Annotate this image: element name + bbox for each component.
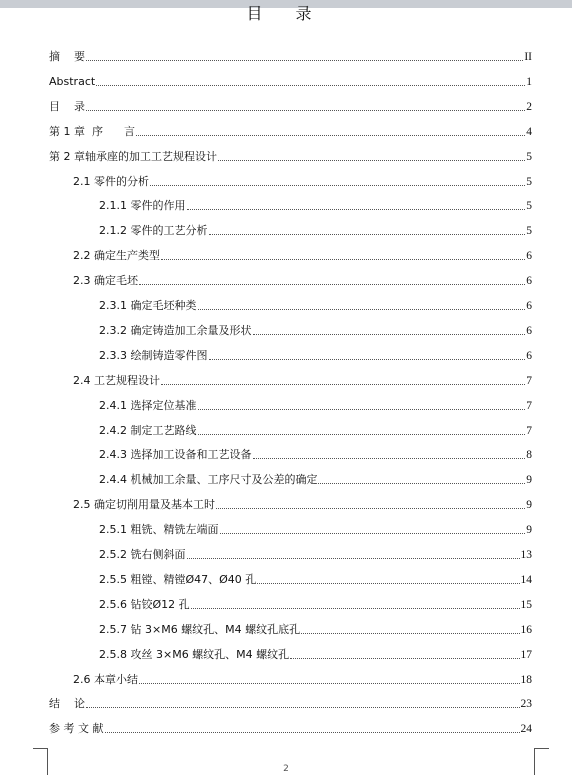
toc-dot-leader: [301, 633, 519, 634]
toc-entry-page: 14: [520, 573, 532, 586]
toc-entry-page: 5: [526, 175, 532, 188]
toc-dot-leader: [253, 334, 526, 335]
toc-dot-leader: [290, 658, 519, 659]
toc-entry-page: 7: [526, 399, 532, 412]
toc-entry-label: 参 考 文 献: [49, 722, 104, 736]
toc-entry-page: 5: [526, 225, 532, 238]
toc-dot-leader: [96, 85, 525, 86]
page-number: 2: [283, 764, 289, 774]
toc-entry[interactable]: [99, 393, 532, 413]
toc-entry-label: 2.4 工艺规程设计: [73, 373, 160, 387]
toc-dot-leader: [86, 110, 525, 111]
toc-dot-leader: [253, 458, 526, 459]
toc-entry-page: 9: [526, 474, 532, 487]
toc-entry[interactable]: [99, 567, 532, 587]
toc-entry-page: 13: [520, 549, 532, 561]
toc-entry[interactable]: [99, 442, 532, 462]
toc-dot-leader: [139, 683, 520, 684]
toc-dot-leader: [187, 209, 526, 210]
toc-entry-page: 8: [526, 449, 532, 462]
toc-entry-label: 2.1 零件的分析: [73, 174, 149, 188]
toc-dot-leader: [216, 508, 525, 509]
toc-entry[interactable]: [99, 642, 532, 662]
toc-entry-page: 23: [520, 698, 532, 711]
toc-entry-label: 2.5.5 粗镗、精镗Ø47、Ø40 孔: [99, 572, 257, 586]
toc-dot-leader: [191, 608, 520, 609]
toc-entry-label: 摘 要: [49, 50, 85, 63]
toc-entry-label: Abstract: [49, 74, 96, 88]
toc-entry[interactable]: [99, 343, 532, 363]
toc-entry-page: 16: [520, 623, 532, 636]
toc-entry-page: 6: [526, 300, 532, 312]
toc-entry-label: 2.3.2 确定铸造加工余量及形状: [99, 323, 252, 337]
toc-entry-label: 2.3.1 确定毛坯种类: [99, 299, 197, 312]
toc-entry-page: 24: [520, 723, 532, 736]
toc-entry-page: 4: [526, 125, 532, 138]
toc-entry-label: 2.5.6 钻铰Ø12 孔: [99, 597, 190, 611]
toc-entry-label: 2.1.1 零件的作用: [99, 199, 186, 213]
toc-dot-leader: [209, 359, 526, 360]
toc-entry-label: 2.5.2 铣右侧斜面: [99, 548, 186, 561]
toc-entry-page: 6: [526, 250, 532, 263]
toc-entry-page: 18: [520, 673, 532, 686]
toc-dot-leader: [187, 558, 520, 559]
toc-dot-leader: [257, 583, 519, 584]
toc-entry[interactable]: [73, 492, 532, 512]
toc-entry-label: 2.4.4 机械加工余量、工序尺寸及公差的确定: [99, 473, 318, 487]
page-title: 目 录: [246, 4, 326, 23]
toc-dot-leader: [218, 160, 525, 161]
toc-dot-leader: [198, 309, 526, 310]
toc-dot-leader: [161, 384, 525, 385]
toc-entry[interactable]: [73, 368, 532, 388]
toc-entry-page: 9: [526, 499, 532, 512]
toc-dot-leader: [86, 60, 523, 61]
toc-entry[interactable]: [49, 119, 532, 139]
toc-entry[interactable]: [73, 667, 532, 687]
toc-entry[interactable]: [99, 218, 532, 238]
toc-entry[interactable]: [49, 69, 532, 89]
toc-entry-label: 2.6 本章小结: [73, 672, 138, 686]
toc-entry-page: 6: [526, 324, 532, 337]
toc-entry-page: II: [524, 51, 532, 63]
toc-entry[interactable]: [99, 193, 532, 213]
toc-entry[interactable]: [49, 44, 532, 64]
toc-entry[interactable]: [99, 592, 532, 612]
toc-dot-leader: [136, 135, 525, 136]
toc-entry[interactable]: [99, 293, 532, 313]
toc-entry-page: 15: [520, 598, 532, 611]
toc-entry-page: 7: [526, 374, 532, 387]
toc-entry[interactable]: [99, 517, 532, 537]
toc-entry-label: 第 2 章轴承座的加工工艺规程设计: [49, 149, 217, 163]
toc-entry[interactable]: [49, 94, 532, 114]
toc-dot-leader: [105, 732, 520, 733]
toc-entry-label: 2.3 确定毛坯: [73, 274, 138, 288]
toc-entry-page: 9: [526, 524, 532, 537]
toc-dot-leader: [220, 533, 526, 534]
toc-entry-label: 2.4.2 制定工艺路线: [99, 423, 197, 437]
toc-entry[interactable]: [99, 617, 532, 637]
toc-entry[interactable]: [99, 467, 532, 487]
toc-entry[interactable]: [99, 418, 532, 438]
toc-entry[interactable]: [99, 318, 532, 338]
toc-entry-label: 2.5.7 钻 3×M6 螺纹孔、M4 螺纹孔底孔: [99, 622, 301, 636]
toc-entry-page: 2: [526, 100, 532, 113]
toc-entry-label: 2.5 确定切削用量及基本工时: [73, 498, 215, 512]
toc-entry-label: 2.4.1 选择定位基准: [99, 398, 197, 412]
toc-dot-leader: [198, 409, 526, 410]
toc-entry-label: 结 论: [49, 697, 85, 711]
toc-dot-leader: [198, 434, 526, 435]
toc-entry[interactable]: [99, 542, 532, 562]
toc-entry-label: 2.5.8 攻丝 3×M6 螺纹孔、M4 螺纹孔: [99, 647, 290, 661]
toc-dot-leader: [318, 483, 525, 484]
toc-entry-label: 2.3.3 绘制铸造零件图: [99, 348, 208, 362]
toc-dot-leader: [86, 707, 520, 708]
toc-entry[interactable]: [49, 144, 532, 164]
toc-dot-leader: [161, 259, 525, 260]
toc-entry-page: 6: [526, 275, 532, 288]
toc-entry-page: 5: [526, 200, 532, 213]
toc-dot-leader: [150, 185, 525, 186]
toc-entry-page: 5: [526, 150, 532, 163]
toc-entry-page: 7: [526, 424, 532, 437]
toc-entry-label: 2.1.2 零件的工艺分析: [99, 224, 208, 238]
toc-entry-page: 1: [526, 75, 532, 88]
toc-entry-label: 2.2 确定生产类型: [73, 249, 160, 263]
toc-entry-label: 2.4.3 选择加工设备和工艺设备: [99, 448, 252, 462]
toc-entry[interactable]: [49, 716, 532, 736]
toc-entry[interactable]: [73, 243, 532, 263]
toc-entry-page: 6: [526, 349, 532, 362]
toc-entry[interactable]: [73, 268, 532, 288]
toc-dot-leader: [139, 284, 525, 285]
toc-entry-page: 17: [520, 648, 532, 661]
toc-entry[interactable]: [49, 691, 532, 711]
toc-entry-label: 第 1 章 序 言: [49, 124, 135, 138]
toc-entry-label: 目 录: [49, 99, 85, 113]
toc-entry-label: 2.5.1 粗铣、精铣左端面: [99, 523, 219, 537]
toc-dot-leader: [209, 234, 526, 235]
toc-entry[interactable]: [73, 169, 532, 189]
